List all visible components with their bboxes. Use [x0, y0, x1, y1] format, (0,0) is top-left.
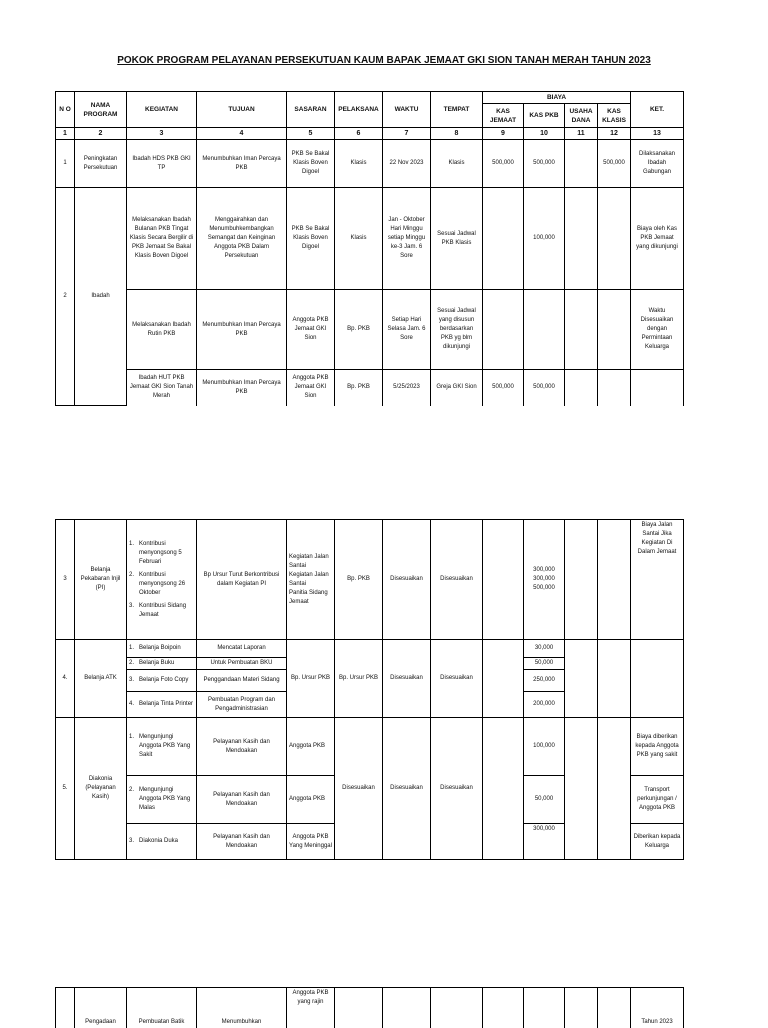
col-no: N O [56, 92, 75, 128]
row-ket: Dilaksanakan Ibadah Gabungan [631, 140, 684, 188]
row-kegiatan [127, 776, 197, 824]
row-tujuan: Menumbuhkan [197, 988, 287, 1028]
row-tempat: Sesuai Jadwal yang disusun berdasarkan PKB yg blm dikunjungi [431, 290, 483, 370]
col-number: 12 [598, 128, 631, 140]
item-number: 3. [129, 677, 135, 683]
row-tempat: Disesuaikan [431, 718, 483, 860]
row-usaha-dana [565, 140, 598, 188]
row-no: 2 [56, 188, 75, 406]
row-kegiatan: Ibadah HDS PKB GKI TP [127, 140, 197, 188]
item-number: 2. [129, 660, 135, 666]
row-usaha-dana [565, 718, 598, 860]
row-pelaksana: Klasis [335, 188, 383, 290]
amount: 300,000 [533, 576, 555, 582]
row-ket: Biaya diberikan kepada Anggota PKB yang sakit [631, 718, 684, 776]
table-row [56, 718, 684, 776]
col-number: 5 [287, 128, 335, 140]
item-text: Belanja Foto Copy [139, 677, 189, 683]
item-text: Kontribusi Sidang Jemaat [139, 602, 187, 618]
item-number: 1. [129, 734, 135, 740]
row-kas-pkb: 300,000 [524, 824, 565, 860]
row-kas-pkb [524, 520, 565, 640]
row-program: Belanja ATK [75, 640, 127, 718]
row-program: Peningkatan Persekutuan [75, 140, 127, 188]
row-ket: Biaya Jalan Santai Jika Kegiatan Di Dalam Jemaat [631, 520, 684, 640]
row-kas-pkb [524, 988, 565, 1028]
col-number: 13 [631, 128, 684, 140]
row-kas-klasis: 500,000 [598, 140, 631, 188]
row-kas-jemaat [483, 188, 524, 290]
col-number: 7 [383, 128, 431, 140]
table-row [56, 188, 684, 290]
row-kas-klasis [598, 290, 631, 370]
col-program: NAMA PROGRAM [75, 92, 127, 128]
col-kas-klasis: KAS KLASIS [598, 104, 631, 128]
row-kas-pkb: 100,000 [524, 188, 565, 290]
table-row [56, 640, 684, 658]
table-row [56, 520, 684, 640]
row-sasaran: Anggota PKB Yang Meninggal [287, 824, 335, 860]
row-tujuan: Penggandaan Materi Sidang [197, 670, 287, 692]
row-kas-jemaat: 500,000 [483, 370, 524, 406]
row-usaha-dana [565, 640, 598, 718]
row-tujuan: Pembuatan Program dan Pengadministrasian [197, 692, 287, 718]
item-text: Diakonia Duka [139, 838, 179, 844]
row-program: Belanja Pekabaran Injil (PI) [75, 520, 127, 640]
row-no [56, 988, 75, 1028]
row-program: Ibadah [75, 188, 127, 406]
row-program: Pengadaan [75, 988, 127, 1028]
row-ket: Tahun 2023 [631, 988, 684, 1028]
row-kegiatan: Melaksanakan Ibadah Rutin PKB [127, 290, 197, 370]
row-kegiatan [127, 670, 197, 692]
row-tempat [431, 988, 483, 1028]
row-kas-jemaat [483, 640, 524, 718]
row-pelaksana [335, 988, 383, 1028]
row-usaha-dana [565, 290, 598, 370]
row-kas-klasis [598, 520, 631, 640]
row-kegiatan [127, 520, 197, 640]
row-tempat: Klasis [431, 140, 483, 188]
col-number: 11 [565, 128, 598, 140]
table-row [56, 290, 684, 370]
row-sasaran: Anggota PKB yang rajin [287, 988, 335, 1028]
item-number: 3. [129, 838, 135, 844]
row-no: 1 [56, 140, 75, 188]
row-sasaran: Anggota PKB [287, 776, 335, 824]
row-kas-jemaat: 500,000 [483, 140, 524, 188]
item-text: Kontribusi menyongsong 5 Februari [139, 540, 182, 565]
page-title: POKOK PROGRAM PELAYANAN PERSEKUTUAN KAUM BAPAK JEMAAT GKI SION TANAH MERAH TAHUN 2023 [117, 55, 651, 66]
row-waktu: Jan - Oktober Hari Minggu setiap Minggu ke-3 Jam. 6 Sore [383, 188, 431, 290]
row-pelaksana: Disesuaikan [335, 718, 383, 860]
row-tujuan: Pelayanan Kasih dan Mendoakan [197, 824, 287, 860]
row-no: 5. [56, 718, 75, 860]
row-kas-pkb: 250,000 [524, 670, 565, 692]
row-waktu: 5/25/2023 [383, 370, 431, 406]
row-tujuan: Menumbuhkan Iman Percaya PKB [197, 140, 287, 188]
sasaran-item: Panitia Sidang Jemaat [289, 589, 328, 605]
row-ket: Waktu Disesuaikan dengan Permintaan Keluarga [631, 290, 684, 370]
row-kas-pkb: 100,000 [524, 718, 565, 776]
col-number: 1 [56, 128, 75, 140]
col-kas-pkb: KAS PKB [524, 104, 565, 128]
row-kas-klasis [598, 188, 631, 290]
row-usaha-dana [565, 988, 598, 1028]
row-tujuan: Mencatat Laporan [197, 640, 287, 658]
sasaran-item: Kegiatan Jalan Santai [289, 553, 329, 569]
row-waktu: Disesuaikan [383, 640, 431, 718]
item-number: 2. [129, 787, 135, 793]
row-sasaran: PKB Se Bakal Klasis Boven Digoel [287, 140, 335, 188]
col-pelaksana: PELAKSANA [335, 92, 383, 128]
row-kas-pkb: 30,000 [524, 640, 565, 658]
row-usaha-dana [565, 188, 598, 290]
row-kas-pkb: 50,000 [524, 776, 565, 824]
col-number: 10 [524, 128, 565, 140]
col-kegiatan: KEGIATAN [127, 92, 197, 128]
col-tempat: TEMPAT [431, 92, 483, 128]
program-table-part-2 [55, 519, 684, 860]
row-tujuan: Bp Ursur Turut Berkontribusi dalam Kegiatan PI [197, 520, 287, 640]
row-no: 3 [56, 520, 75, 640]
row-waktu: 22 Nov 2023 [383, 140, 431, 188]
item-text: Belanja Tinta Printer [139, 701, 194, 707]
row-pelaksana: Klasis [335, 140, 383, 188]
row-tujuan: Pelayanan Kasih dan Mendoakan [197, 718, 287, 776]
col-sasaran: SASARAN [287, 92, 335, 128]
row-kas-klasis [598, 718, 631, 860]
row-waktu: Setiap Hari Selasa Jam. 6 Sore [383, 290, 431, 370]
row-program: Diakonia (Pelayanan Kasih) [75, 718, 127, 860]
row-ket [631, 640, 684, 718]
col-number: 8 [431, 128, 483, 140]
row-kegiatan [127, 658, 197, 670]
row-sasaran: Anggota PKB [287, 718, 335, 776]
item-text: Mengunjungi Anggota PKB Yang Malas [139, 787, 191, 811]
row-ket: Transport perkunjungan / Anggota PKB [631, 776, 684, 824]
row-kas-jemaat [483, 290, 524, 370]
col-number: 2 [75, 128, 127, 140]
item-number: 4. [129, 701, 135, 707]
row-sasaran: Anggota PKB Jemaat GKI Sion [287, 370, 335, 406]
row-kas-jemaat [483, 520, 524, 640]
row-kegiatan [127, 718, 197, 776]
row-pelaksana: Bp. PKB [335, 290, 383, 370]
row-kas-pkb: 200,000 [524, 692, 565, 718]
row-tujuan: Pelayanan Kasih dan Mendoakan [197, 776, 287, 824]
row-kegiatan [127, 640, 197, 658]
sasaran-item: Kegiatan Jalan Santai [289, 571, 329, 587]
row-kas-klasis [598, 370, 631, 406]
row-sasaran [287, 520, 335, 640]
row-no: 4. [56, 640, 75, 718]
col-kas-jemaat: KAS JEMAAT [483, 104, 524, 128]
row-kas-pkb: 500,000 [524, 370, 565, 406]
row-waktu: Disesuaikan [383, 520, 431, 640]
col-number: 3 [127, 128, 197, 140]
row-tujuan: Menumbuhkan Iman Percaya PKB [197, 290, 287, 370]
row-tempat: Disesuaikan [431, 640, 483, 718]
row-tujuan: Menumbuhkan Iman Percaya PKB [197, 370, 287, 406]
col-ket: KET. [631, 92, 684, 128]
col-number: 4 [197, 128, 287, 140]
item-text: Belanja Buku [139, 660, 175, 666]
row-kas-jemaat [483, 718, 524, 860]
column-number-row [56, 128, 684, 140]
row-kegiatan: Melaksanakan Ibadah Bulanan PKB Tingat Klasis Secara Bergilir di PKB Jemaat Se Bakal Klasis Boven Digoel [127, 188, 197, 290]
row-tujuan: Untuk Pembuatan BKU [197, 658, 287, 670]
col-number: 9 [483, 128, 524, 140]
item-text: Kontribusi menyongsong 26 Oktober [139, 571, 186, 596]
amount: 500,000 [533, 585, 555, 591]
row-waktu: Disesuaikan [383, 718, 431, 860]
table-row [56, 988, 684, 1028]
row-ket: Biaya oleh Kas PKB Jemaat yang dikunjungi [631, 188, 684, 290]
row-tempat: Greja GKI Sion [431, 370, 483, 406]
row-ket [631, 370, 684, 406]
item-number: 2. [129, 571, 135, 578]
program-table-part-3 [55, 987, 684, 1028]
row-kegiatan: Ibadah HUT PKB Jemaat GKI Sion Tanah Merah [127, 370, 197, 406]
amount: 300,000 [533, 567, 555, 573]
row-kas-klasis [598, 640, 631, 718]
row-usaha-dana [565, 370, 598, 406]
table-row [56, 140, 684, 188]
row-ket: Diberikan kepada Keluarga [631, 824, 684, 860]
item-text: Mengunjungi Anggota PKB Yang Sakit [139, 734, 191, 758]
row-usaha-dana [565, 520, 598, 640]
row-waktu [383, 988, 431, 1028]
item-number: 3. [129, 602, 135, 609]
row-tempat: Disesuaikan [431, 520, 483, 640]
header-row-1 [56, 92, 684, 104]
row-pelaksana: Bp. Ursur PKB [335, 640, 383, 718]
row-kas-jemaat [483, 988, 524, 1028]
row-sasaran: Anggota PKB Jemaat GKI Sion [287, 290, 335, 370]
col-biaya: BIAYA [483, 92, 631, 104]
item-text: Belanja Boipoin [139, 645, 181, 651]
row-kegiatan [127, 824, 197, 860]
col-number: 6 [335, 128, 383, 140]
row-sasaran: Bp. Ursur PKB [287, 640, 335, 718]
table-row [56, 370, 684, 406]
row-kegiatan: Pembuatan Batik [127, 988, 197, 1028]
item-number: 1. [129, 645, 135, 651]
program-table-part-1 [55, 91, 684, 406]
row-pelaksana: Bp. PKB [335, 520, 383, 640]
item-number: 1. [129, 540, 135, 547]
col-usaha-dana: USAHA DANA [565, 104, 598, 128]
col-tujuan: TUJUAN [197, 92, 287, 128]
row-kas-klasis [598, 988, 631, 1028]
row-kas-pkb [524, 290, 565, 370]
row-sasaran: PKB Se Bakal Klasis Boven Digoel [287, 188, 335, 290]
row-kegiatan [127, 692, 197, 718]
row-kas-pkb: 50,000 [524, 658, 565, 670]
row-tujuan: Menggairahkan dan Menumbuhkembangkan Semangat dan Keinginan Anggota PKB Dalam Persekutuan [197, 188, 287, 290]
row-tempat: Sesuai Jadwal PKB Klasis [431, 188, 483, 290]
row-kas-pkb: 500,000 [524, 140, 565, 188]
row-pelaksana: Bp. PKB [335, 370, 383, 406]
col-waktu: WAKTU [383, 92, 431, 128]
